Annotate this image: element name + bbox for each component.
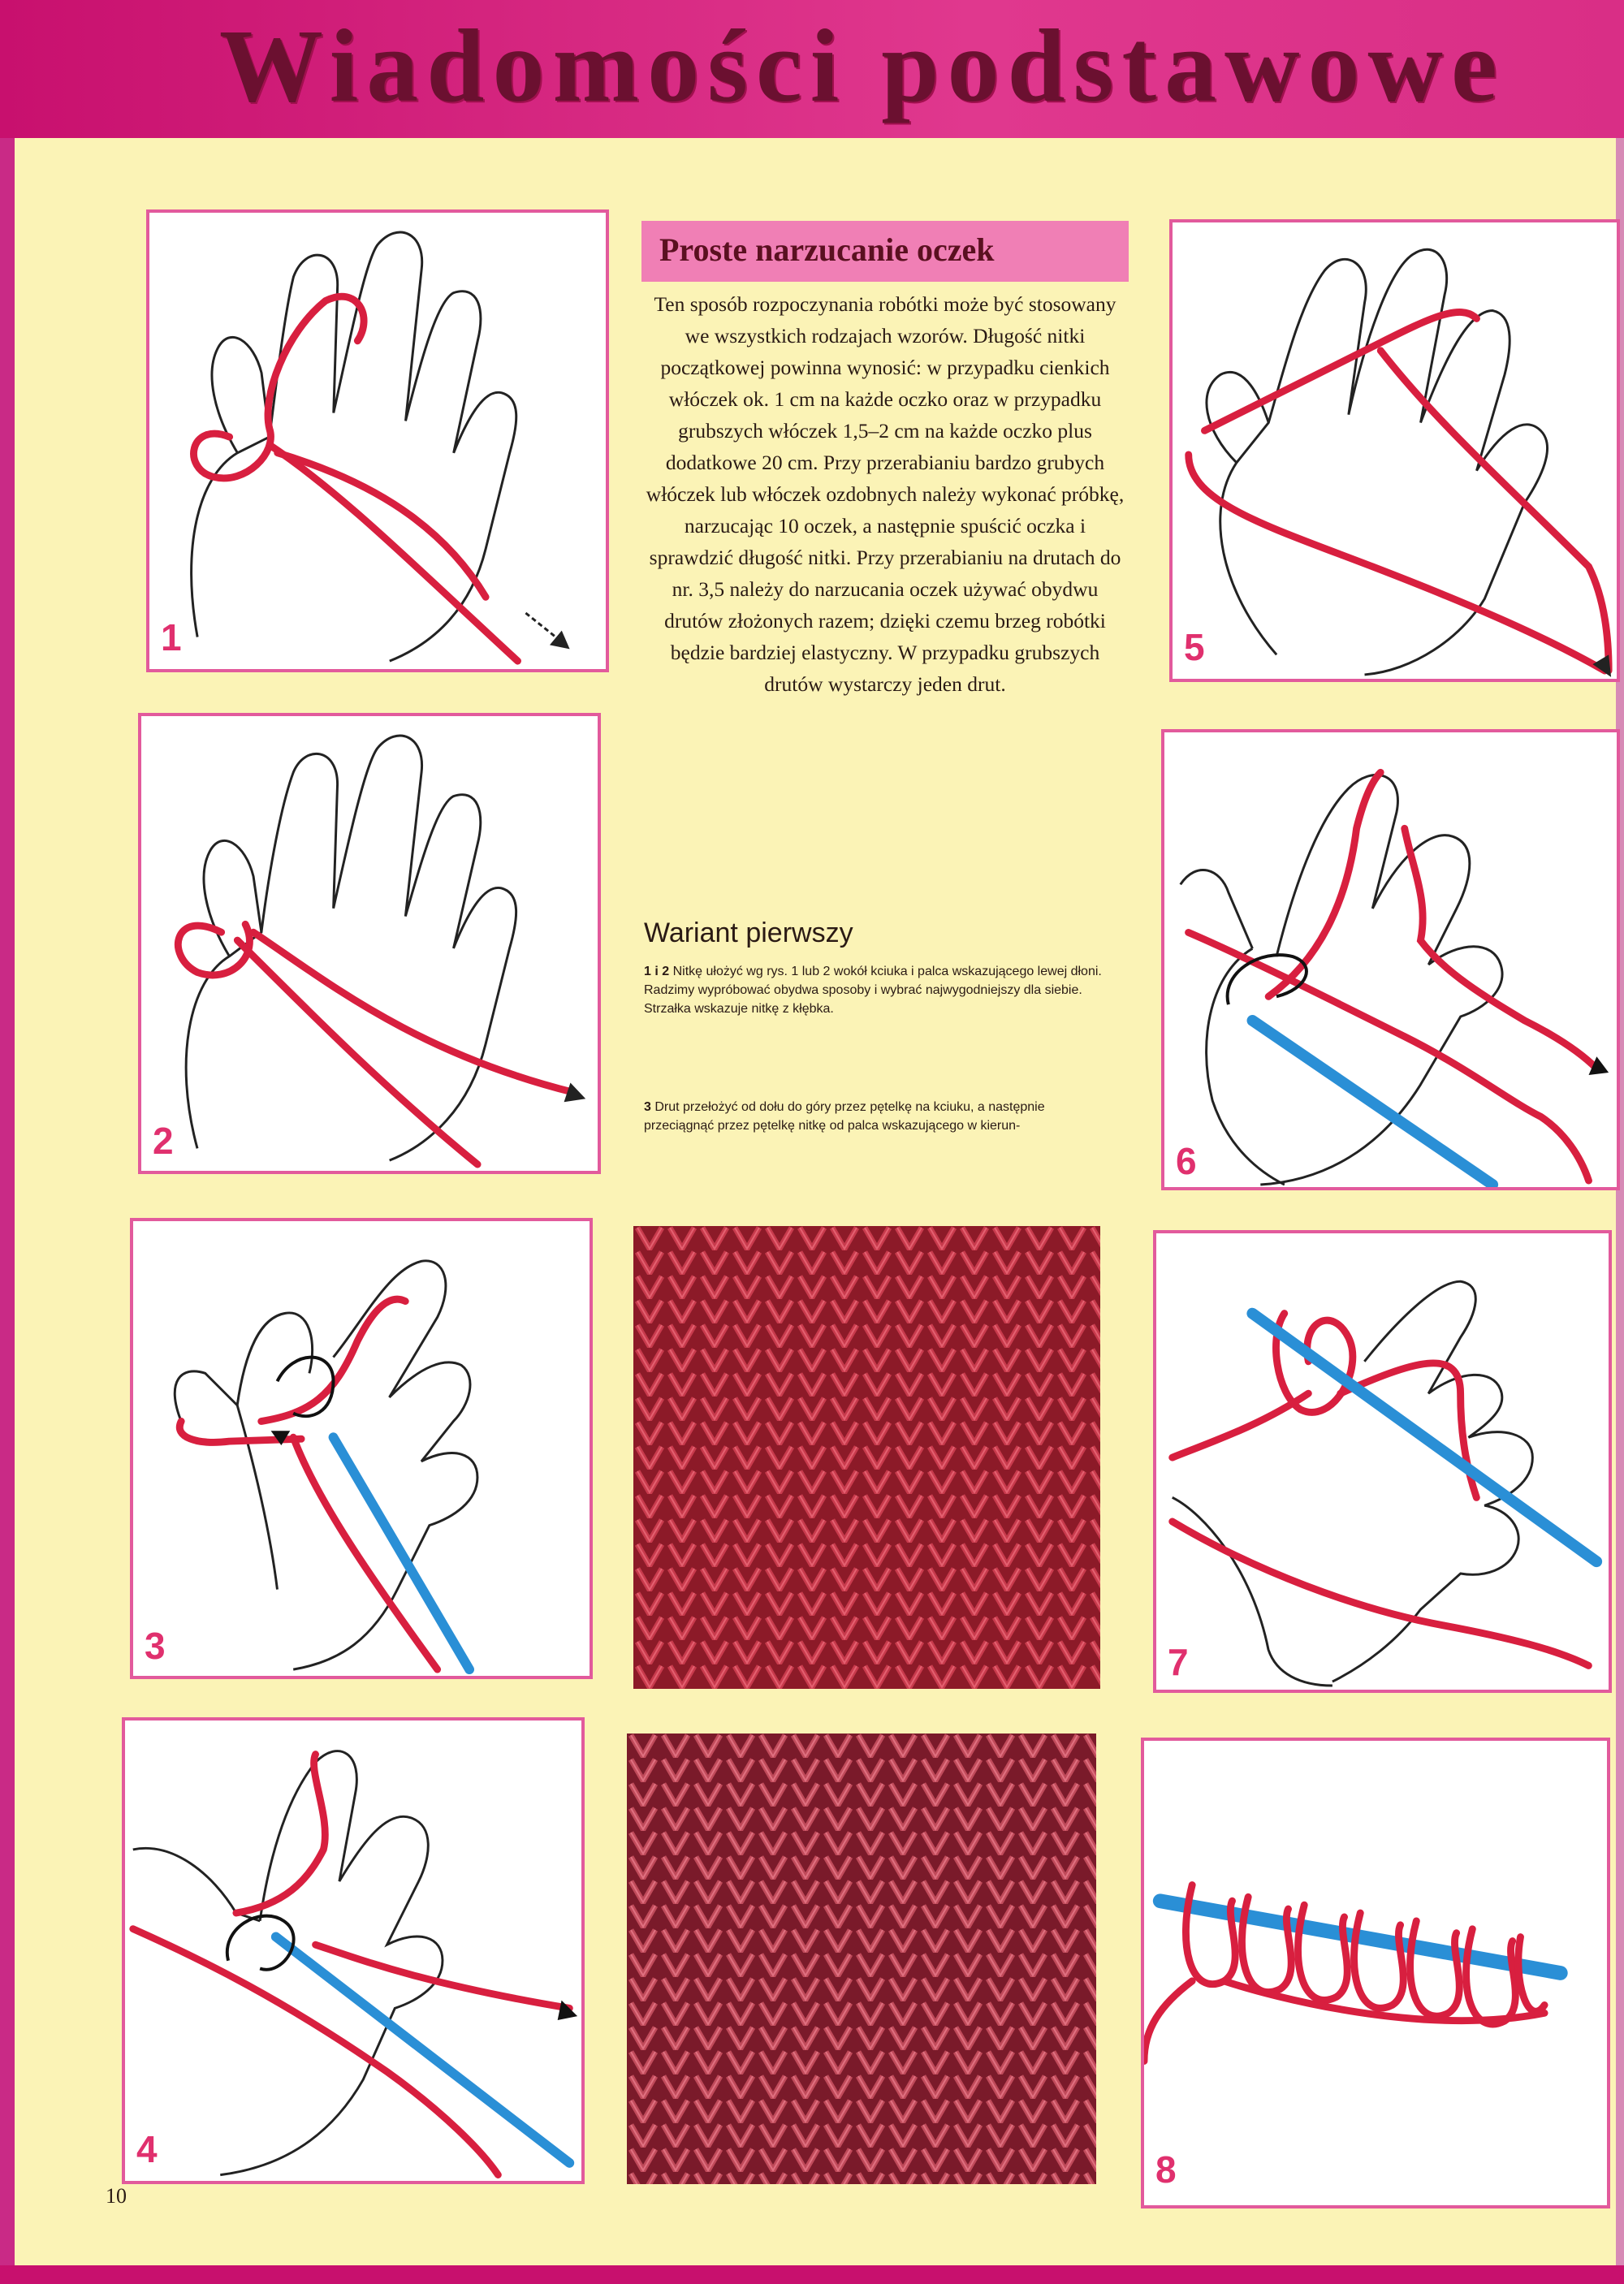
section-heading-bar: [641, 221, 1129, 282]
hand-yarn-diagram-6: [1164, 732, 1617, 1187]
knit-swatch-photo-bottom: [627, 1734, 1096, 2184]
hand-yarn-diagram-7: [1156, 1233, 1609, 1690]
step-number-5: 5: [1184, 626, 1205, 668]
section-heading: Proste narzucanie oczek: [659, 231, 995, 268]
intro-paragraph: Ten sposób rozpoczynania robótki może być stosowany we wszystkich rodzajach wzorów. Długość nitki początkowej powinna wynosić: w przypadku cienkich włóczek ok. 1 cm na każde oczko oraz w przypadku grubszych włóczek 1,5–2 cm na każde oczko plus dodatkowe 20 cm. Przy przerabianiu bardzo grubych włóczek lub włóczek ozdobnych należy wykonać próbkę, narzucając 10 oczek, a następnie spuścić oczka i sprawdzić długość nitki. Przy przerabianiu na drutach do nr. 3,5 należy do narzucania oczek używać obydwu drutów złożonych razem; dzięki czemu brzeg robótki będzie bardziej elastyczny. W przypadku grubszych drutów wystarczy jeden drut.: [646, 292, 1125, 696]
hand-yarn-diagram-2: [141, 716, 598, 1171]
step-illustration-3: [130, 1218, 593, 1679]
step-illustration-2: [138, 713, 601, 1174]
page-title: Wiadomości podstawowe: [219, 8, 1505, 123]
instruction-step-3-text: Drut przełożyć od dołu do góry przez pętelkę na kciuku, a następnie przeciągnąć przez pętelkę nitkę od palca wskazującego w kierun-: [644, 1100, 1045, 1133]
bottom-strip: [0, 2265, 1624, 2284]
hand-yarn-diagram-5: [1173, 222, 1617, 679]
instruction-step-1-2-number: 1 i 2: [644, 965, 670, 978]
step-number-3: 3: [145, 1625, 166, 1667]
step-illustration-6: [1161, 729, 1620, 1190]
step-illustration-7: [1153, 1230, 1612, 1693]
left-edge-strip: [0, 138, 15, 2284]
step-number-7: 7: [1168, 1641, 1189, 1683]
knit-swatch-photo-top: [633, 1226, 1100, 1689]
step-number-8: 8: [1155, 2148, 1177, 2191]
knit-swatch-image-top: [633, 1226, 1100, 1689]
step-number-1: 1: [161, 616, 182, 658]
instruction-step-1-2: [644, 962, 1107, 1018]
step-illustration-1: [146, 209, 609, 672]
step-illustration-5: [1169, 219, 1620, 682]
hand-yarn-diagram-4: [125, 1721, 581, 2181]
step-illustration-4: [122, 1717, 585, 2184]
step-illustration-8: [1141, 1738, 1610, 2208]
instruction-step-3: [644, 1098, 1107, 1135]
page-header: [0, 0, 1624, 138]
step-number-4: 4: [136, 2128, 158, 2170]
page-number: 10: [106, 2184, 127, 2208]
hand-yarn-diagram-3: [133, 1221, 590, 1676]
instruction-step-3-number: 3: [644, 1100, 651, 1114]
instruction-step-1-2-text: Nitkę ułożyć wg rys. 1 lub 2 wokół kciuka i palca wskazującego lewej dłoni. Radzimy wypróbować obydwa sposoby i wybrać najwygodniejszy dla siebie. Strzałka wskazuje nitkę z kłębka.: [644, 965, 1102, 1016]
step-number-6: 6: [1176, 1140, 1197, 1182]
variant-title: Wariant pierwszy: [644, 917, 853, 948]
hand-yarn-diagram-1: [149, 213, 606, 669]
knitting-needle-loops-diagram: [1144, 1741, 1607, 2205]
knit-swatch-image-bottom: [627, 1734, 1096, 2184]
step-number-2: 2: [153, 1120, 174, 1162]
